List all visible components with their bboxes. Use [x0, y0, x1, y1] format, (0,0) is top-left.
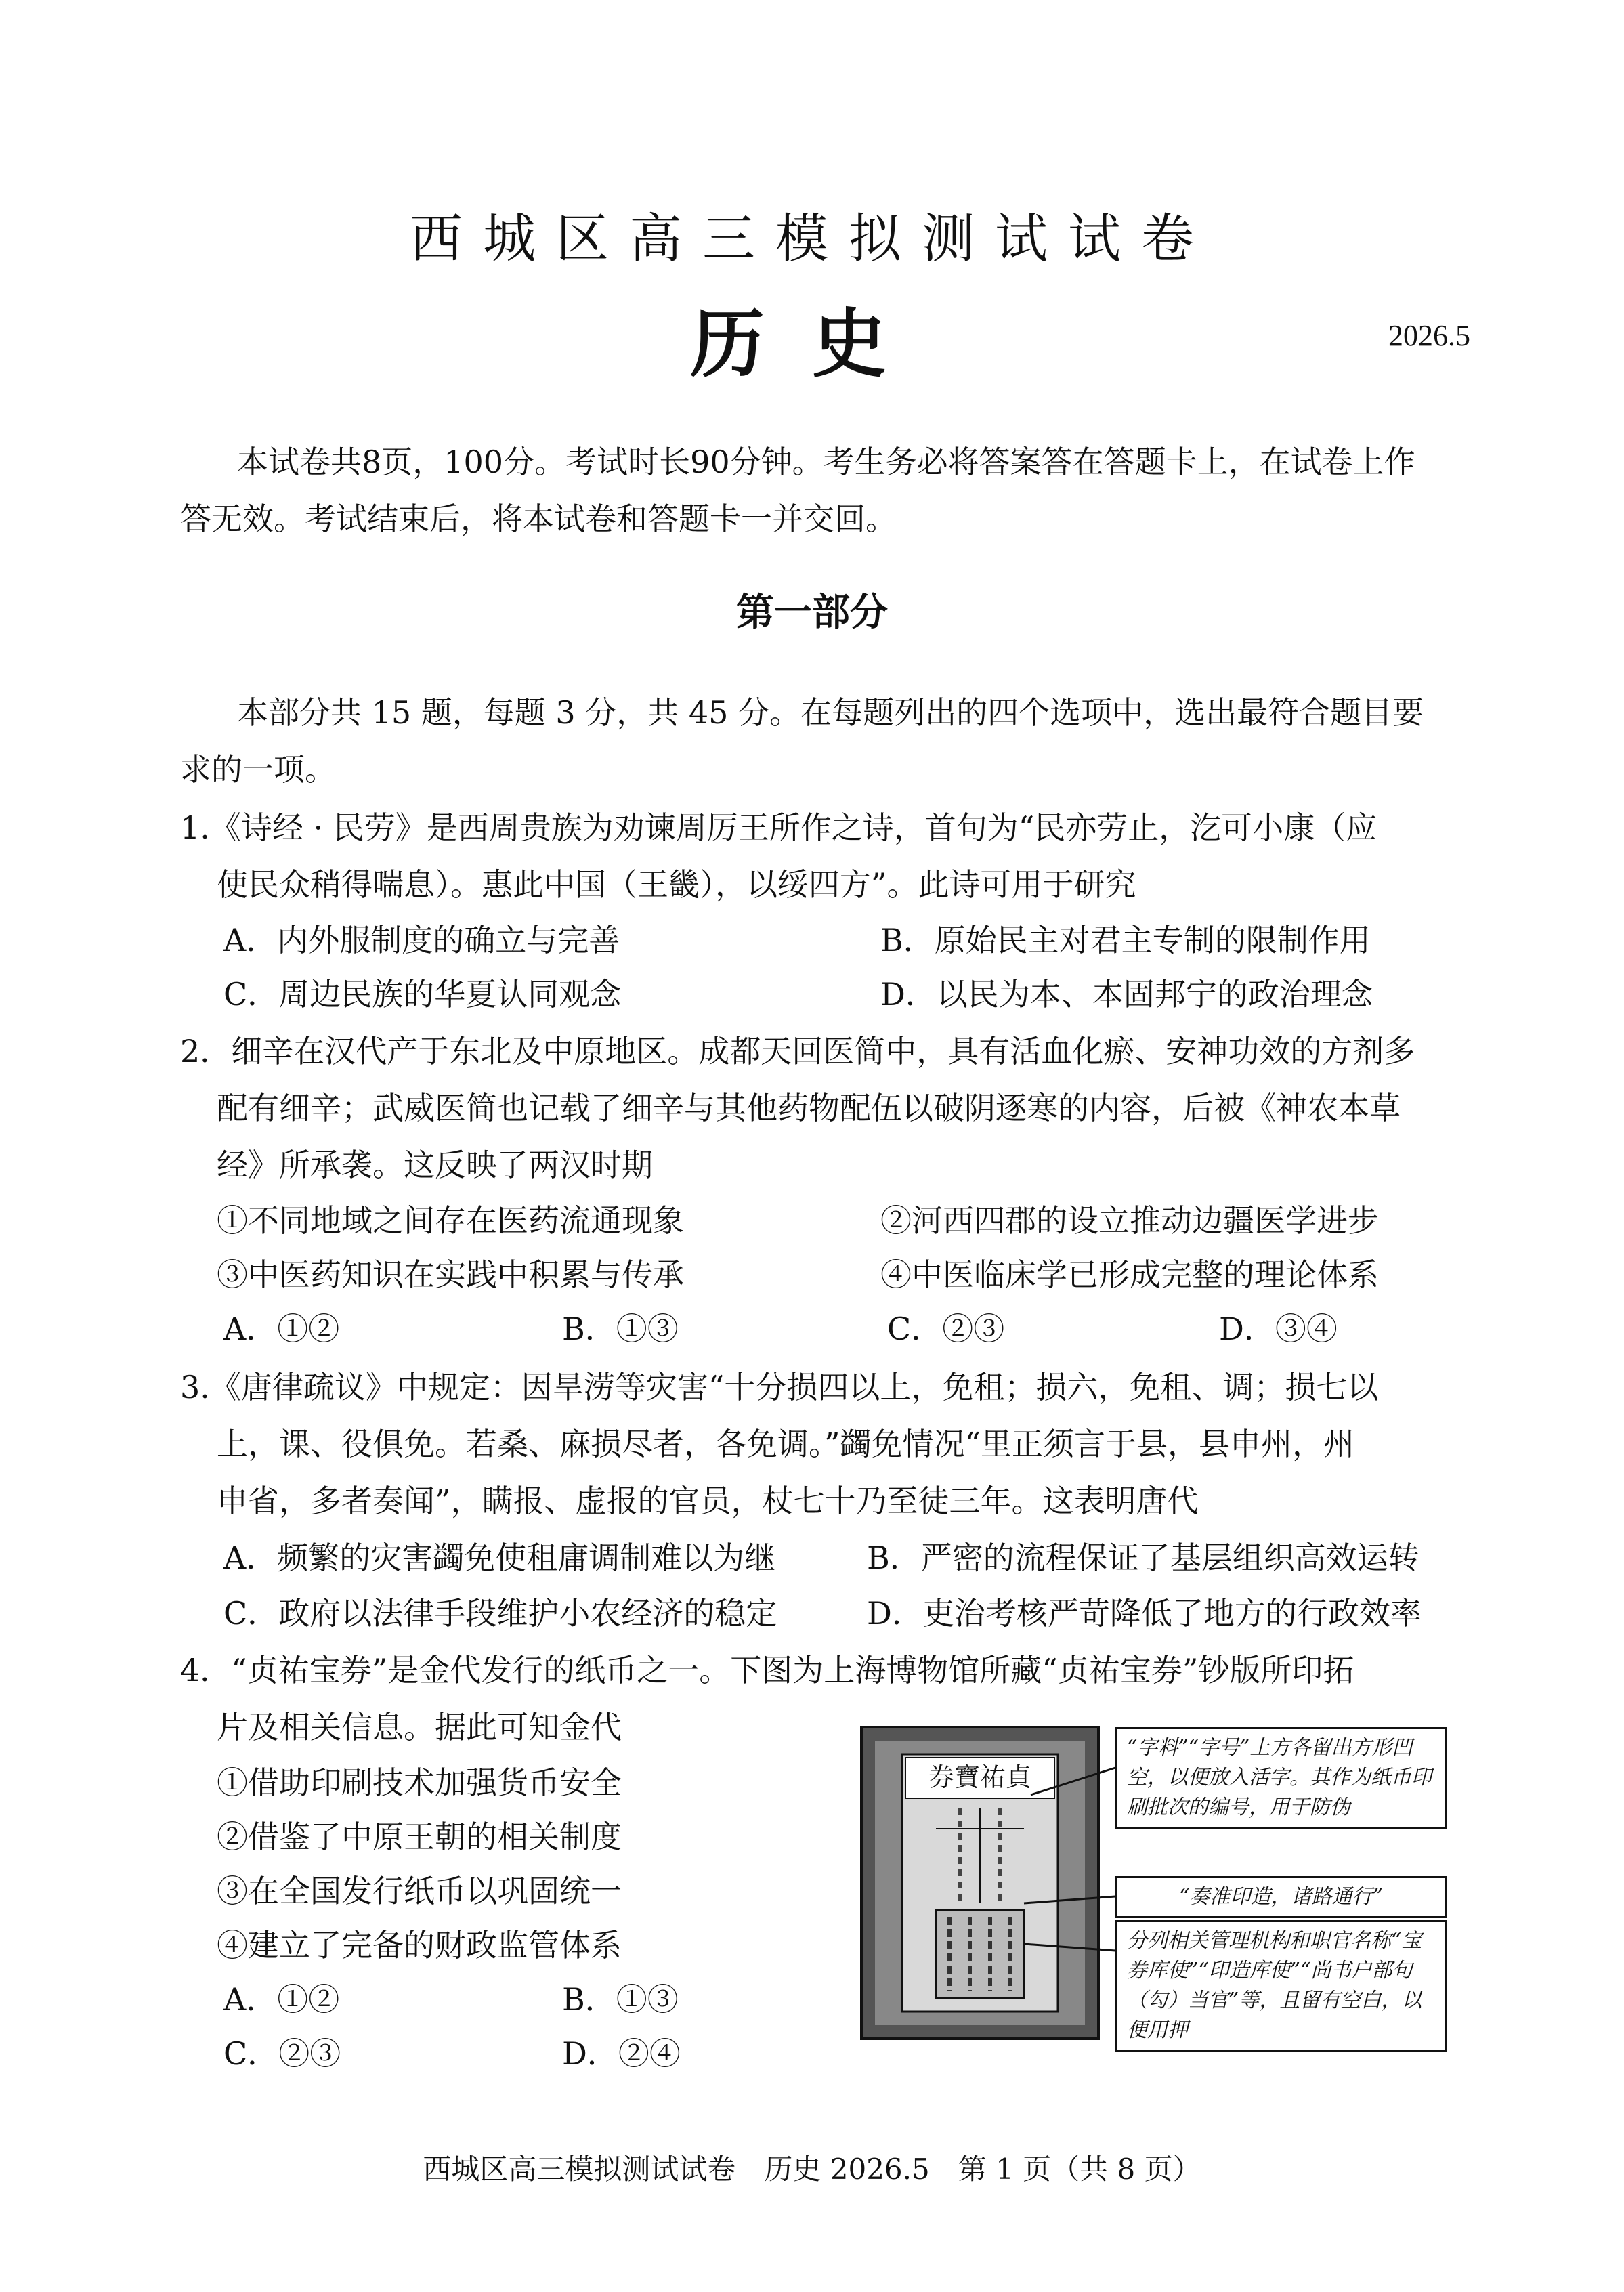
q2-stem-line-3: 经》所承袭。这反映了两汉时期 [217, 1147, 653, 1183]
q3-option-d: D．吏治考核严苛降低了地方的行政效率 [867, 1595, 1422, 1632]
q2-option-c: C．②③ [887, 1311, 1005, 1347]
section-title: 第一部分 [736, 590, 888, 635]
q2-stem-line-2: 配有细辛；武威医简也记载了细辛与其他药物配伍以破阴逐寒的内容，后被《神农本草 [217, 1090, 1401, 1126]
q2-statement-1: ①不同地域之间存在医药流通现象 [217, 1202, 684, 1239]
figure-note-officials: 分列相关管理机构和职官名称“宝券库使”“印造库使”“尚书户部句（勾）当官”等，且留有空白，以便用押 [1115, 1920, 1447, 2052]
q3-option-b: B．严密的流程保证了基层组织高效运转 [867, 1540, 1419, 1576]
q1-stem-line-1: 1.《诗经 · 民劳》是西周贵族为劝谏周厉王所作之诗，首句为“民亦劳止，汔可小康（应 [180, 809, 1377, 846]
instructions-line-1: 本试卷共8页，100分。考试时长90分钟。考生务必将答案答在答题卡上，在试卷上作 [237, 444, 1415, 480]
q3-stem-line-2: 上，课、役俱免。若桑、麻损尽者，各免调。”蠲免情况“里正须言于县，县申州，州 [217, 1426, 1355, 1462]
q3-stem-line-1: 3.《唐律疏议》中规定：因旱涝等灾害“十分损四以上，免租；损六，免租、调；损七以 [180, 1369, 1379, 1405]
q4-statement-2: ②借鉴了中原王朝的相关制度 [217, 1819, 622, 1855]
q2-option-a: A．①② [223, 1311, 340, 1347]
banknote-banner-text: 券寶祐貞 [928, 1762, 1032, 1792]
q4-option-c: C．②③ [223, 2035, 341, 2072]
q4-option-d: D．②④ [562, 2035, 681, 2072]
q1-option-d: D．以民为本、本固邦宁的政治理念 [880, 976, 1373, 1013]
q4-stem-line-2: 片及相关信息。据此可知金代 [217, 1709, 622, 1745]
q2-statement-4: ④中医临床学已形成完整的理论体系 [880, 1256, 1379, 1293]
q3-option-a: A．频繁的灾害蠲免使租庸调制难以为继 [223, 1540, 776, 1576]
q3-stem-line-3: 申省，多者奏闻”，瞒报、虚报的官员，杖七十乃至徒三年。这表明唐代 [217, 1483, 1199, 1519]
q4-option-a: A．①② [223, 1981, 340, 2018]
subject-title: 历史 [690, 300, 934, 387]
q1-option-a: A．内外服制度的确立与完善 [223, 922, 620, 958]
figure-note-serial-number: “字料”“字号”上方各留出方形凹空，以便放入活字。其作为纸币印刷批次的编号，用于防伪 [1115, 1727, 1447, 1829]
q1-option-b: B．原始民主对君主专制的限制作用 [880, 922, 1371, 958]
exam-date: 2026.5 [1388, 319, 1470, 352]
q2-stem-line-1: 2．细辛在汉代产于东北及中原地区。成都天回医简中，具有活血化瘀、安神功效的方剂多 [180, 1033, 1415, 1069]
q4-statement-4: ④建立了完备的财政监管体系 [217, 1927, 622, 1964]
figure-note-circulation: “奏准印造，诸路通行” [1115, 1876, 1447, 1918]
section-intro-line-2: 求的一项。 [180, 751, 336, 788]
q3-option-c: C．政府以法律手段维护小农经济的稳定 [223, 1595, 777, 1632]
q4-stem-line-1: 4．“贞祐宝券”是金代发行的纸币之一。下图为上海博物馆所藏“贞祐宝券”钞版所印拓 [180, 1652, 1354, 1689]
page-footer: 西城区高三模拟测试试卷 历史 2026.5 第 1 页（共 8 页） [423, 2152, 1201, 2186]
q2-option-b: B．①③ [562, 1311, 679, 1347]
q2-statement-2: ②河西四郡的设立推动边疆医学进步 [880, 1202, 1379, 1239]
q2-statement-3: ③中医药知识在实践中积累与传承 [217, 1256, 684, 1293]
q4-option-b: B．①③ [562, 1981, 679, 2018]
exam-title: 西城区高三模拟测试试卷 [409, 209, 1214, 270]
banknote-rubbing-figure [855, 1714, 1451, 2052]
section-intro-line-1: 本部分共 15 题，每题 3 分，共 45 分。在每题列出的四个选项中，选出最符合题目要 [237, 694, 1424, 731]
q4-statement-3: ③在全国发行纸币以巩固统一 [217, 1873, 622, 1909]
instructions-line-2: 答无效。考试结束后，将本试卷和答题卡一并交回。 [180, 501, 897, 537]
q1-stem-line-2: 使民众稍得喘息）。惠此中国（王畿），以绥四方”。此诗可用于研究 [217, 866, 1136, 903]
q2-option-d: D．③④ [1219, 1311, 1338, 1347]
q4-statement-1: ①借助印刷技术加强货币安全 [217, 1764, 622, 1801]
q1-option-c: C．周边民族的华夏认同观念 [223, 976, 622, 1013]
